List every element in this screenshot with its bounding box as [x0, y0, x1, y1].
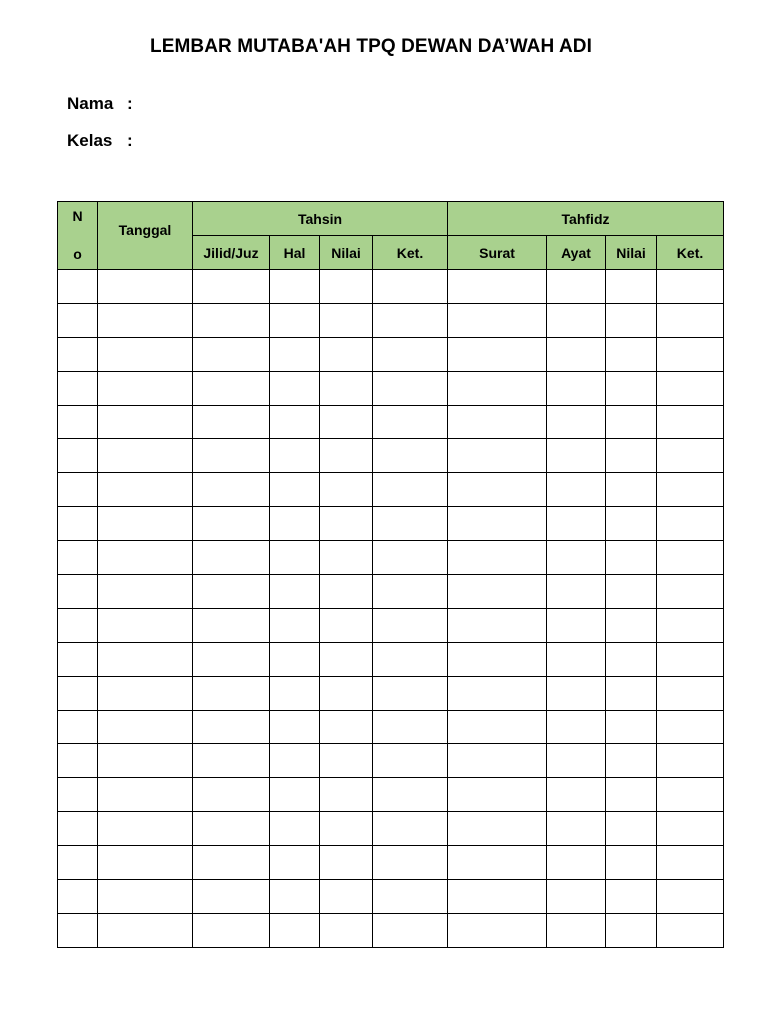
- header-tahfidz-nilai: Nilai: [606, 236, 657, 270]
- table-cell: [193, 439, 270, 473]
- table-cell: [193, 812, 270, 846]
- table-cell: [58, 744, 98, 778]
- table-cell: [448, 473, 547, 507]
- table-cell: [448, 405, 547, 439]
- table-cell: [58, 507, 98, 541]
- table-cell: [320, 337, 373, 371]
- table-cell: [270, 405, 320, 439]
- table-cell: [320, 710, 373, 744]
- table-cell: [270, 541, 320, 575]
- table-cell: [373, 778, 448, 812]
- table-cell: [193, 303, 270, 337]
- table-cell: [657, 270, 724, 304]
- table-cell: [270, 337, 320, 371]
- table-cell: [657, 337, 724, 371]
- table-cell: [547, 744, 606, 778]
- table-cell: [270, 880, 320, 914]
- table-cell: [657, 812, 724, 846]
- table-row: [58, 405, 724, 439]
- field-kelas-separator: :: [127, 131, 133, 150]
- table-cell: [58, 337, 98, 371]
- table-cell: [58, 778, 98, 812]
- header-tahsin: Tahsin: [193, 202, 448, 236]
- table-cell: [98, 371, 193, 405]
- table-cell: [193, 371, 270, 405]
- table-cell: [448, 608, 547, 642]
- table-row: [58, 337, 724, 371]
- table-cell: [657, 541, 724, 575]
- header-no-bottom: o: [73, 245, 82, 262]
- table-cell: [606, 608, 657, 642]
- table-cell: [547, 337, 606, 371]
- table-cell: [98, 676, 193, 710]
- table-cell: [270, 676, 320, 710]
- table-cell: [547, 473, 606, 507]
- table-cell: [98, 405, 193, 439]
- table-cell: [320, 812, 373, 846]
- table-row: [58, 541, 724, 575]
- table-cell: [320, 642, 373, 676]
- table-cell: [547, 880, 606, 914]
- table-cell: [606, 642, 657, 676]
- table-cell: [606, 541, 657, 575]
- table-cell: [193, 710, 270, 744]
- table-cell: [193, 846, 270, 880]
- table-cell: [270, 575, 320, 609]
- table-row: [58, 913, 724, 947]
- table-cell: [58, 303, 98, 337]
- header-tahfidz-ket: Ket.: [657, 236, 724, 270]
- table-cell: [373, 270, 448, 304]
- table-cell: [193, 913, 270, 947]
- table-cell: [373, 744, 448, 778]
- table-cell: [193, 778, 270, 812]
- table-cell: [448, 541, 547, 575]
- table-cell: [270, 439, 320, 473]
- table-cell: [373, 371, 448, 405]
- table-cell: [547, 778, 606, 812]
- table-cell: [320, 880, 373, 914]
- table-cell: [448, 642, 547, 676]
- table-cell: [98, 913, 193, 947]
- table-cell: [657, 575, 724, 609]
- table-row: [58, 303, 724, 337]
- table-row: [58, 270, 724, 304]
- table-cell: [58, 405, 98, 439]
- table-row: [58, 371, 724, 405]
- table-cell: [58, 608, 98, 642]
- table-cell: [193, 473, 270, 507]
- table-cell: [98, 541, 193, 575]
- table-cell: [657, 303, 724, 337]
- table-cell: [58, 846, 98, 880]
- table-cell: [270, 608, 320, 642]
- table-cell: [657, 405, 724, 439]
- field-kelas: [67, 131, 133, 151]
- table-cell: [657, 846, 724, 880]
- table-cell: [657, 744, 724, 778]
- table-cell: [193, 337, 270, 371]
- header-tahsin-nilai: Nilai: [320, 236, 373, 270]
- table-cell: [98, 608, 193, 642]
- table-cell: [320, 371, 373, 405]
- table-cell: [657, 608, 724, 642]
- header-no: [58, 202, 98, 270]
- table-cell: [606, 676, 657, 710]
- table-cell: [58, 473, 98, 507]
- table-cell: [606, 303, 657, 337]
- table-body: [58, 270, 724, 948]
- table-cell: [270, 812, 320, 846]
- table-cell: [547, 846, 606, 880]
- table-row: [58, 642, 724, 676]
- table-cell: [448, 880, 547, 914]
- table-cell: [547, 642, 606, 676]
- table-cell: [98, 270, 193, 304]
- table-cell: [448, 507, 547, 541]
- table-cell: [270, 778, 320, 812]
- table-cell: [98, 778, 193, 812]
- table-cell: [320, 846, 373, 880]
- table-cell: [98, 303, 193, 337]
- table-row: [58, 744, 724, 778]
- table-cell: [98, 575, 193, 609]
- table-cell: [270, 846, 320, 880]
- table-cell: [606, 880, 657, 914]
- table-cell: [606, 575, 657, 609]
- table-cell: [373, 608, 448, 642]
- table-cell: [606, 913, 657, 947]
- table-cell: [270, 270, 320, 304]
- table-cell: [98, 337, 193, 371]
- table-row: [58, 778, 724, 812]
- table-cell: [58, 676, 98, 710]
- table-row: [58, 710, 724, 744]
- table-cell: [448, 744, 547, 778]
- table-cell: [373, 812, 448, 846]
- table-cell: [58, 880, 98, 914]
- header-tanggal: [98, 202, 193, 270]
- table-cell: [193, 405, 270, 439]
- table-cell: [448, 913, 547, 947]
- table-cell: [606, 270, 657, 304]
- document-title: LEMBAR MUTABA'AH TPQ DEWAN DA’WAH ADI: [149, 36, 593, 57]
- table-cell: [373, 303, 448, 337]
- field-kelas-label: Kelas: [67, 131, 113, 150]
- table-cell: [547, 439, 606, 473]
- table-cell: [320, 744, 373, 778]
- table-cell: [606, 846, 657, 880]
- table-cell: [193, 642, 270, 676]
- header-no-top: N: [72, 207, 83, 224]
- field-nama-label: Nama: [67, 94, 114, 113]
- table-cell: [270, 371, 320, 405]
- table-cell: [320, 913, 373, 947]
- table-cell: [448, 337, 547, 371]
- header-tahsin-hal: Hal: [270, 236, 320, 270]
- table-cell: [547, 913, 606, 947]
- table-cell: [373, 642, 448, 676]
- table-cell: [193, 608, 270, 642]
- table-cell: [448, 439, 547, 473]
- table-cell: [657, 778, 724, 812]
- field-nama-separator: :: [127, 94, 133, 113]
- table-cell: [547, 575, 606, 609]
- table-cell: [448, 303, 547, 337]
- table-cell: [98, 642, 193, 676]
- table-cell: [320, 439, 373, 473]
- table-cell: [547, 710, 606, 744]
- table-cell: [657, 913, 724, 947]
- table-cell: [606, 473, 657, 507]
- table-row: [58, 846, 724, 880]
- table-cell: [448, 575, 547, 609]
- table-cell: [270, 473, 320, 507]
- table-cell: [547, 812, 606, 846]
- table-cell: [98, 846, 193, 880]
- mutabaah-table: [57, 201, 724, 948]
- header-tahfidz-surat: Surat: [448, 236, 547, 270]
- table-row: [58, 880, 724, 914]
- header-tahfidz-ayat: Ayat: [547, 236, 606, 270]
- header-tahsin-ket: Ket.: [373, 236, 448, 270]
- table-cell: [373, 913, 448, 947]
- table-cell: [320, 270, 373, 304]
- table-cell: [58, 371, 98, 405]
- table-cell: [58, 710, 98, 744]
- table-cell: [547, 507, 606, 541]
- table-cell: [98, 473, 193, 507]
- table-cell: [547, 541, 606, 575]
- table-cell: [98, 507, 193, 541]
- table-cell: [657, 439, 724, 473]
- table-cell: [373, 676, 448, 710]
- table-row: [58, 575, 724, 609]
- table-cell: [193, 270, 270, 304]
- table-cell: [193, 676, 270, 710]
- table-cell: [657, 676, 724, 710]
- table-cell: [270, 744, 320, 778]
- table-cell: [98, 710, 193, 744]
- table-cell: [58, 575, 98, 609]
- table-cell: [58, 913, 98, 947]
- table-cell: [373, 473, 448, 507]
- table-cell: [657, 371, 724, 405]
- table-row: [58, 608, 724, 642]
- table-cell: [193, 507, 270, 541]
- table-cell: [98, 744, 193, 778]
- header-tahfidz: Tahfidz: [448, 202, 724, 236]
- table-cell: [547, 676, 606, 710]
- table-row: [58, 473, 724, 507]
- table-cell: [547, 303, 606, 337]
- table-cell: [657, 473, 724, 507]
- table-cell: [193, 575, 270, 609]
- table-cell: [98, 812, 193, 846]
- table-cell: [373, 541, 448, 575]
- table-cell: [606, 812, 657, 846]
- table-cell: [606, 710, 657, 744]
- table-cell: [373, 507, 448, 541]
- header-tanggal-label: Tanggal: [118, 221, 172, 238]
- table-cell: [547, 371, 606, 405]
- table-cell: [448, 676, 547, 710]
- table-row: [58, 507, 724, 541]
- table-cell: [58, 541, 98, 575]
- table-cell: [58, 270, 98, 304]
- table-cell: [606, 405, 657, 439]
- table-cell: [270, 642, 320, 676]
- table-cell: [320, 676, 373, 710]
- table-cell: [320, 778, 373, 812]
- table-cell: [606, 778, 657, 812]
- table-cell: [373, 575, 448, 609]
- table-cell: [58, 642, 98, 676]
- table-cell: [657, 710, 724, 744]
- table-cell: [448, 846, 547, 880]
- table-cell: [657, 507, 724, 541]
- table-cell: [606, 507, 657, 541]
- table-cell: [373, 405, 448, 439]
- table-cell: [193, 880, 270, 914]
- table-cell: [373, 337, 448, 371]
- table-cell: [320, 303, 373, 337]
- table-cell: [98, 439, 193, 473]
- table-cell: [373, 710, 448, 744]
- table-cell: [657, 880, 724, 914]
- table-cell: [448, 371, 547, 405]
- table-cell: [58, 812, 98, 846]
- table-row: [58, 439, 724, 473]
- table-row: [58, 812, 724, 846]
- table-cell: [606, 371, 657, 405]
- table-cell: [270, 710, 320, 744]
- table-cell: [448, 778, 547, 812]
- table-cell: [547, 270, 606, 304]
- table-cell: [193, 541, 270, 575]
- table-cell: [547, 405, 606, 439]
- table-cell: [320, 507, 373, 541]
- table-cell: [58, 439, 98, 473]
- table-cell: [320, 575, 373, 609]
- field-nama: [67, 94, 133, 114]
- table-cell: [373, 439, 448, 473]
- table-row: [58, 676, 724, 710]
- table-cell: [657, 642, 724, 676]
- table-cell: [320, 608, 373, 642]
- table-cell: [98, 880, 193, 914]
- table-cell: [448, 710, 547, 744]
- table-cell: [373, 846, 448, 880]
- table-cell: [448, 812, 547, 846]
- table-cell: [606, 744, 657, 778]
- table-cell: [320, 473, 373, 507]
- table-cell: [606, 439, 657, 473]
- table-cell: [547, 608, 606, 642]
- header-tahsin-jilid: Jilid/Juz: [193, 236, 270, 270]
- table-cell: [448, 270, 547, 304]
- table-cell: [320, 541, 373, 575]
- table-cell: [606, 337, 657, 371]
- table-cell: [270, 303, 320, 337]
- table-cell: [270, 913, 320, 947]
- table-cell: [320, 405, 373, 439]
- table-cell: [193, 744, 270, 778]
- table-cell: [270, 507, 320, 541]
- table-cell: [373, 880, 448, 914]
